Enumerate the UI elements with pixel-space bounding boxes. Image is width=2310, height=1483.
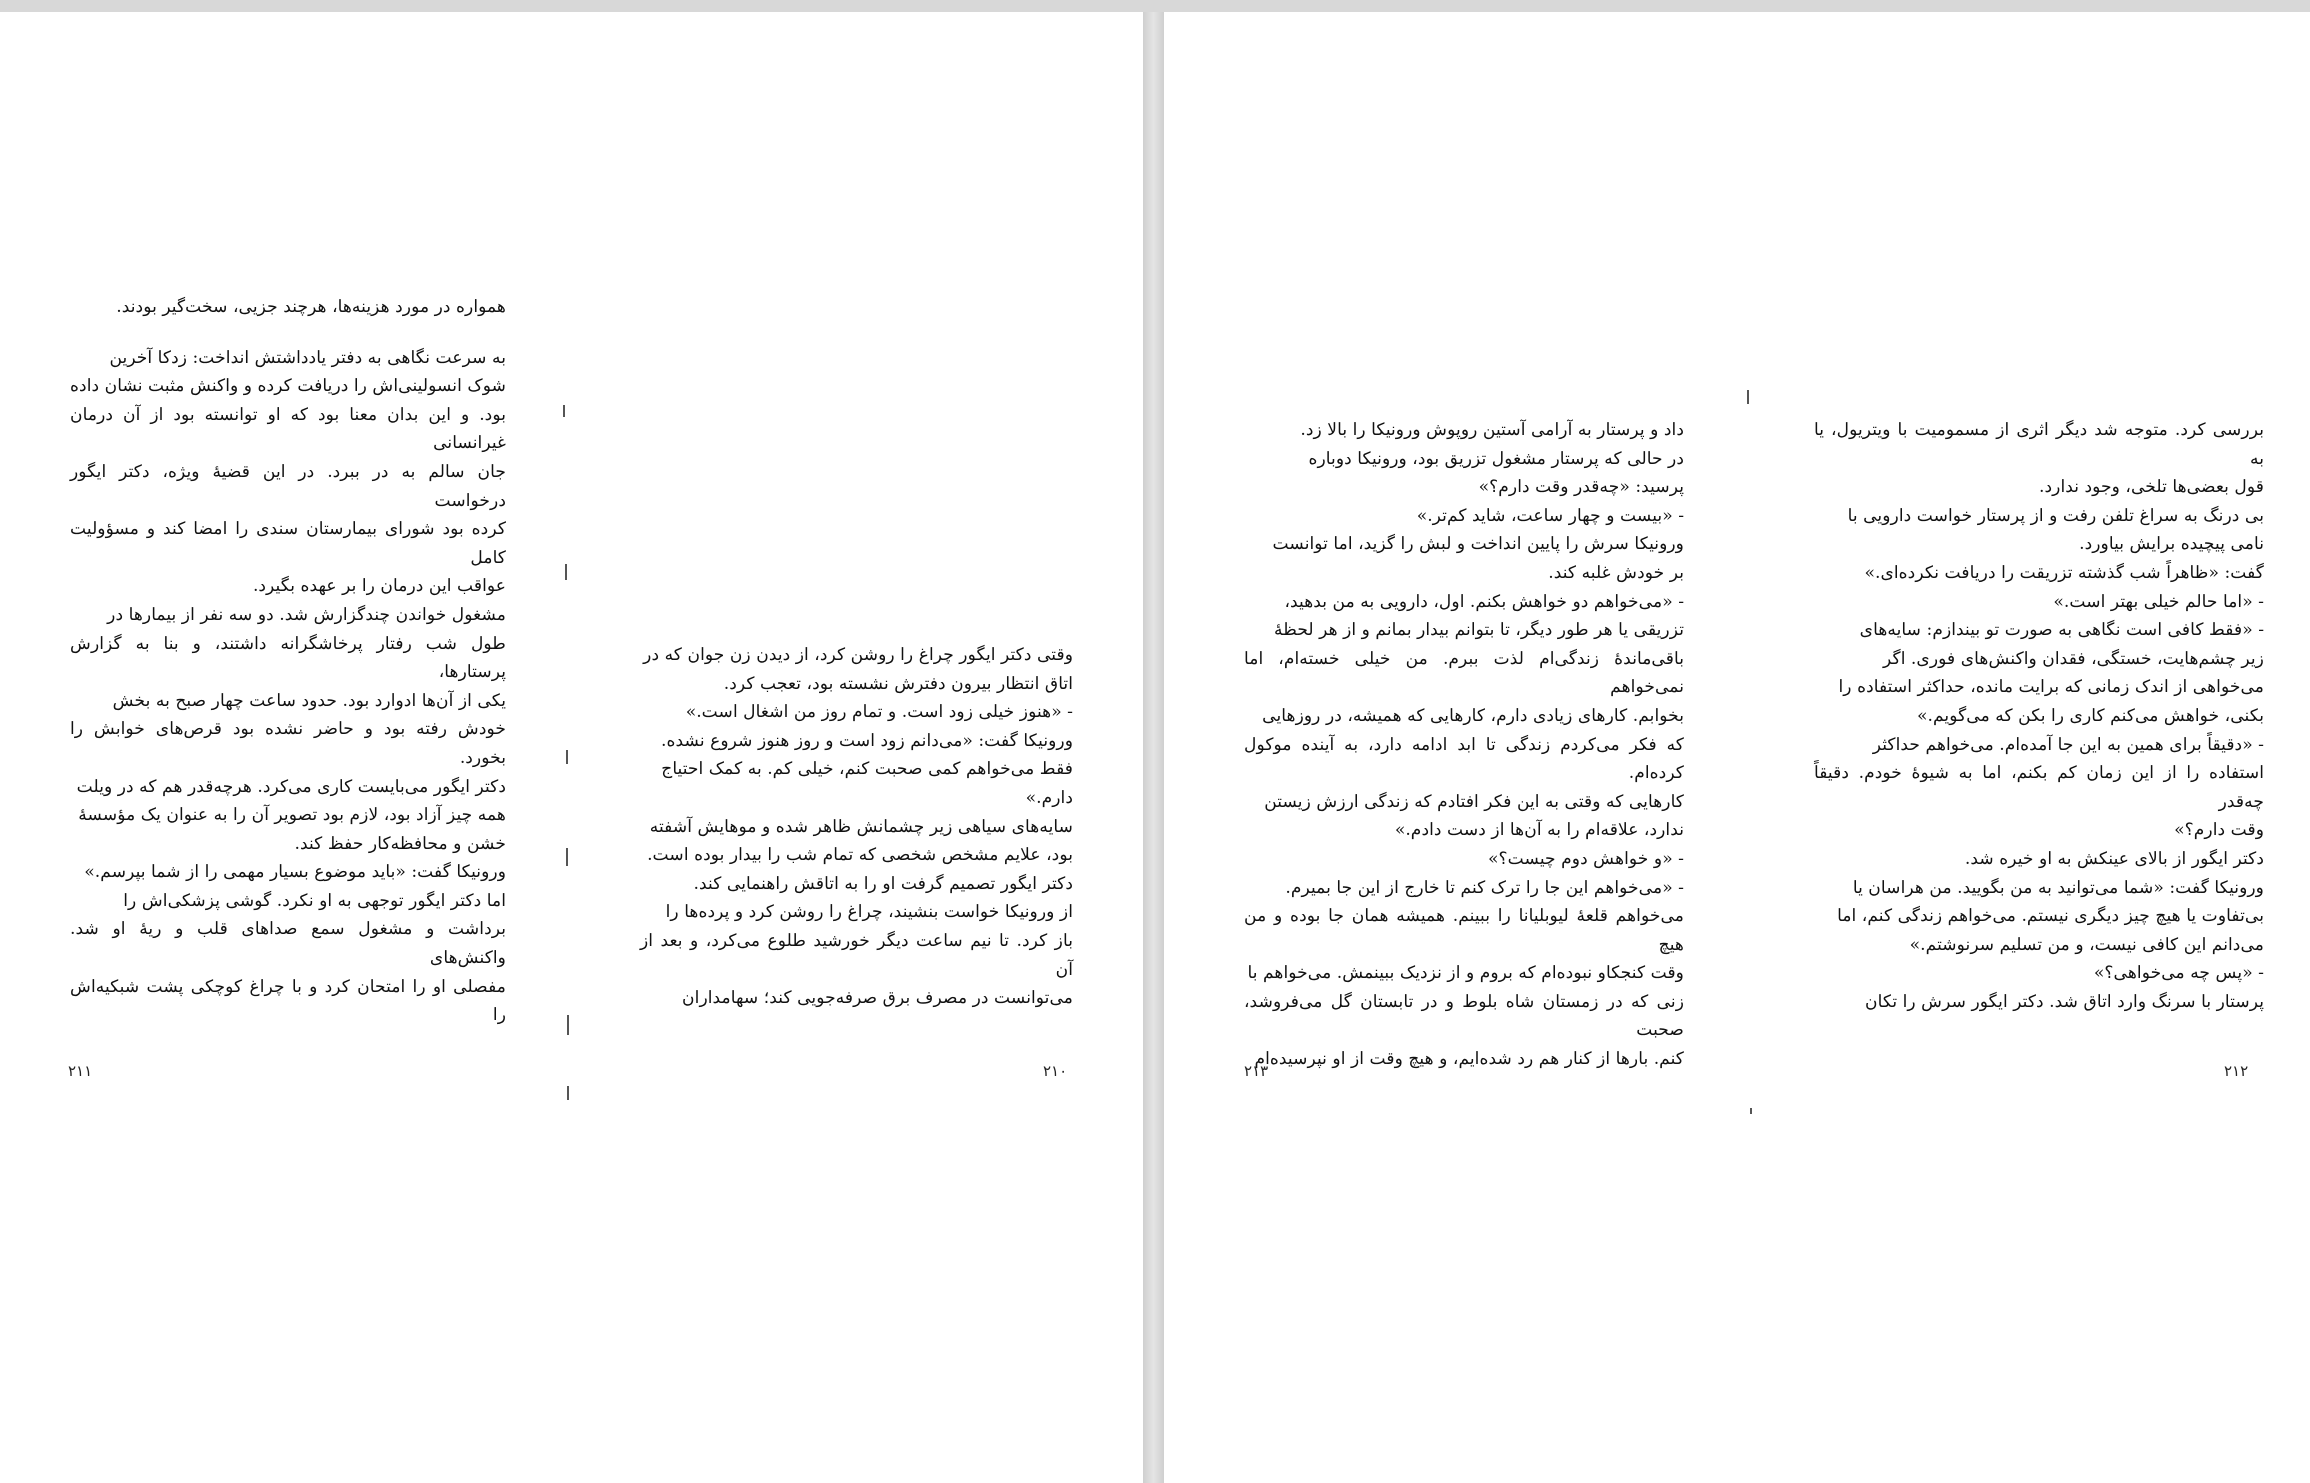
paragraph: دکتر ایگور تصمیم گرفت او را به اتاقش راهنمایی کند. xyxy=(693,873,1073,894)
paragraph: - «دقیقاً برای همین به این جا آمده‌ام. می‌خواهم حداکثر استفاده را از این زمان کم بکنم، اما به شیوهٔ خودم. دقیقاً چه‌قدر وقت دارم؟» xyxy=(1814,734,2264,841)
paragraph: - «می‌خواهم دو خواهش بکنم. اول، دارویی به من بدهید، تزریقی یا هر طور دیگر، تا بتوانم بیدار بمانم و از هر لحظهٔ باقی‌ماندهٔ زندگی‌ام لذت ببرم. من خیلی خسته‌ام، اما نمی‌خواهم بخوابم. کارهای زیادی دارم، کارهایی که همیشه، در روزهایی که فکر می‌کردم زندگی تا ابد ادامه دارد، به آینده موکول کرده‌ام. کارهایی که وقتی به این فکر افتادم که زندگی ارزش زیستن ندارد، علاقه‌ام را به آن‌ها از دست دادم.» xyxy=(1244,591,1684,841)
page-number-213: ۲۱۳ xyxy=(1244,1062,1269,1080)
paragraph: به سرعت نگاهی به دفتر یادداشتش انداخت: زدکا آخرین شوک انسولینی‌اش را دریافت کرده و واکنش مثبت نشان داده بود. و این بدان معنا بود که او توانسته بود از آن درمان غیرانسانی جان سالم به در ببرد. در این قضیهٔ ویژه، دکتر ایگور درخواست کرده بود شورای بیمارستان سندی را امضا کند و مسؤولیت کامل عواقب این درمان را بر عهده بگیرد. xyxy=(70,347,506,597)
paragraph: از ورونیکا خواست بنشیند، چراغ را روشن کرد و پرده‌ها را باز کرد. تا نیم ساعت دیگر خورشید طلوع می‌کرد، و بعد از آن می‌توانست در مصرف برق صرفه‌جویی کند؛ سهامداران xyxy=(640,902,1073,1009)
paragraph: بررسی کرد. متوجه شد دیگر اثری از مسمومیت با ویتریول، یا به قول بعضی‌ها تلخی، وجود ندارد. xyxy=(1814,420,2264,498)
paragraph: - «اما حالم خیلی بهتر است.» xyxy=(2053,591,2264,612)
paragraph: گفت: «ظاهراً شب گذشته تزریقت را دریافت نکرده‌ای.» xyxy=(1864,562,2264,583)
paragraph: - «بیست و چهار ساعت، شاید کم‌تر.» xyxy=(1416,505,1684,526)
paragraph: وقتی دکتر ایگور چراغ را روشن کرد، از دیدن زن جوان که در اتاق انتظار بیرون دفترش نشسته بود، تعجب کرد. xyxy=(643,645,1073,694)
paragraph: - «و خواهش دوم چیست؟» xyxy=(1488,848,1684,869)
paragraph: ورونیکا سرش را پایین انداخت و لبش را گزید، اما توانست بر خودش غلبه کند. xyxy=(1272,534,1684,583)
binding-mark xyxy=(567,1015,569,1035)
paragraph: پرستار با سرنگ وارد اتاق شد. دکتر ایگور سرش را تکان xyxy=(1865,991,2264,1012)
binding-mark xyxy=(566,848,568,866)
paragraph: ورونیکا گفت: «شما می‌توانید به من بگویید. من هراسان یا بی‌تفاوت یا هیچ چیز دیگری نیستم. می‌خواهم زندگی کنم، اما می‌دانم این کافی نیست، و من تسلیم سرنوشتم.» xyxy=(1837,877,2264,955)
binding-mark xyxy=(566,750,568,764)
page-number-212: ۲۱۲ xyxy=(2224,1062,2249,1080)
paragraph: - «می‌خواهم این جا را ترک کنم تا خارج از این جا بمیرم. می‌خواهم قلعهٔ لیوبلیانا را ببینم. همیشه همان جا بوده و من هیچ وقت کنجکاو نبوده‌ام که بروم و از نزدیک ببینمش. می‌خواهم با زنی که در زمستان شاه بلوط و در تابستان گل می‌فروشد، صحبت کنم. بارها از کنار هم رد شده‌ایم، و هیچ وقت از او نپرسیده‌ام xyxy=(1244,877,1684,1070)
paragraph: مشغول خواندن چندگزارش شد. دو سه نفر از بیمارها در طول شب رفتار پرخاشگرانه داشتند، و بنا به گزارش پرستارها، یکی از آن‌ها ادوارد بود. حدود ساعت چهار صبح به بخش خودش رفته بود و حاضر نشده بود قرص‌های خوابش را بخورد. دکتر ایگور می‌بایست کاری می‌کرد. هرچه‌قدر هم که در ویلت همه چیز آزاد بود، لازم بود تصویر آن را به عنوان یک مؤسسهٔ خشن و محافظه‌کار حفظ کند. xyxy=(70,604,506,854)
binding-mark xyxy=(1747,390,1749,404)
paragraph: در حالی که پرستار مشغول تزریق بود، ورونیکا دوباره پرسید: «چه‌قدر وقت دارم؟» xyxy=(1308,448,1684,498)
spread-gutter xyxy=(1143,12,1164,1483)
paragraph: داد و پرستار به آرامی آستین روپوش ورونیکا را بالا زد. xyxy=(1300,420,1684,440)
binding-mark xyxy=(1750,1108,1752,1114)
page-number-211: ۲۱۱ xyxy=(68,1062,93,1080)
paragraph: همواره در مورد هزینه‌ها، هرچند جزیی، سخت‌گیر بودند. xyxy=(116,297,506,317)
paragraph: - «پس چه می‌خواهی؟» xyxy=(2093,963,2264,984)
binding-mark xyxy=(567,1086,569,1100)
page-210-text xyxy=(640,641,1073,1013)
paragraph: دکتر ایگور از بالای عینکش به او خیره شد. xyxy=(1964,848,2264,869)
binding-mark xyxy=(565,564,567,580)
paragraph: ورونیکا گفت: «باید موضوع بسیار مهمی را از شما بپرسم.» xyxy=(84,862,506,883)
paragraph: بی درنگ به سراغ تلفن رفت و از پرستار خواست دارویی با نامی پیچیده برایش بیاورد. xyxy=(1847,505,2264,555)
paragraph: - «هنوز خیلی زود است. و تمام روز من اشغال است.» xyxy=(685,702,1073,723)
page-212-text xyxy=(1814,416,2264,1016)
binding-mark xyxy=(563,405,565,417)
paragraph: - «فقط کافی است نگاهی به صورت تو بیندازم: سایه‌های زیر چشم‌هایت، خستگی، فقدان واکنش‌های فوری. اگر می‌خواهی از اندک زمانی که برایت مانده، حداکثر استفاده را بکنی، خواهش می‌کنم کاری را بکن که می‌گویم.» xyxy=(1838,620,2264,726)
page-number-210: ۲۱۰ xyxy=(1043,1062,1068,1080)
paragraph: اما دکتر ایگور توجهی به او نکرد. گوشی پزشکی‌اش را برداشت و مشغول سمع صداهای قلب و ریهٔ او شد. واکنش‌های مفصلی او را امتحان کرد و با چراغ کوچکی پشت شبکیه‌اش را xyxy=(70,890,506,1026)
paragraph: ورونیکا گفت: «می‌دانم زود است و روز هنوز شروع نشده. فقط می‌خواهم کمی صحبت کنم، خیلی کم. به کمک احتیاج دارم.» xyxy=(661,730,1073,808)
right-spread xyxy=(1164,12,2310,1483)
viewer-top-bar xyxy=(0,0,2310,12)
left-spread xyxy=(0,12,1143,1483)
paragraph: سایه‌های سیاهی زیر چشمانش ظاهر شده و موهایش آشفته بود، علایم مشخص شخصی که تمام شب را بیدار بوده است. xyxy=(647,816,1073,866)
page-213-text xyxy=(1244,416,1684,1074)
page-211-text xyxy=(70,293,506,1030)
